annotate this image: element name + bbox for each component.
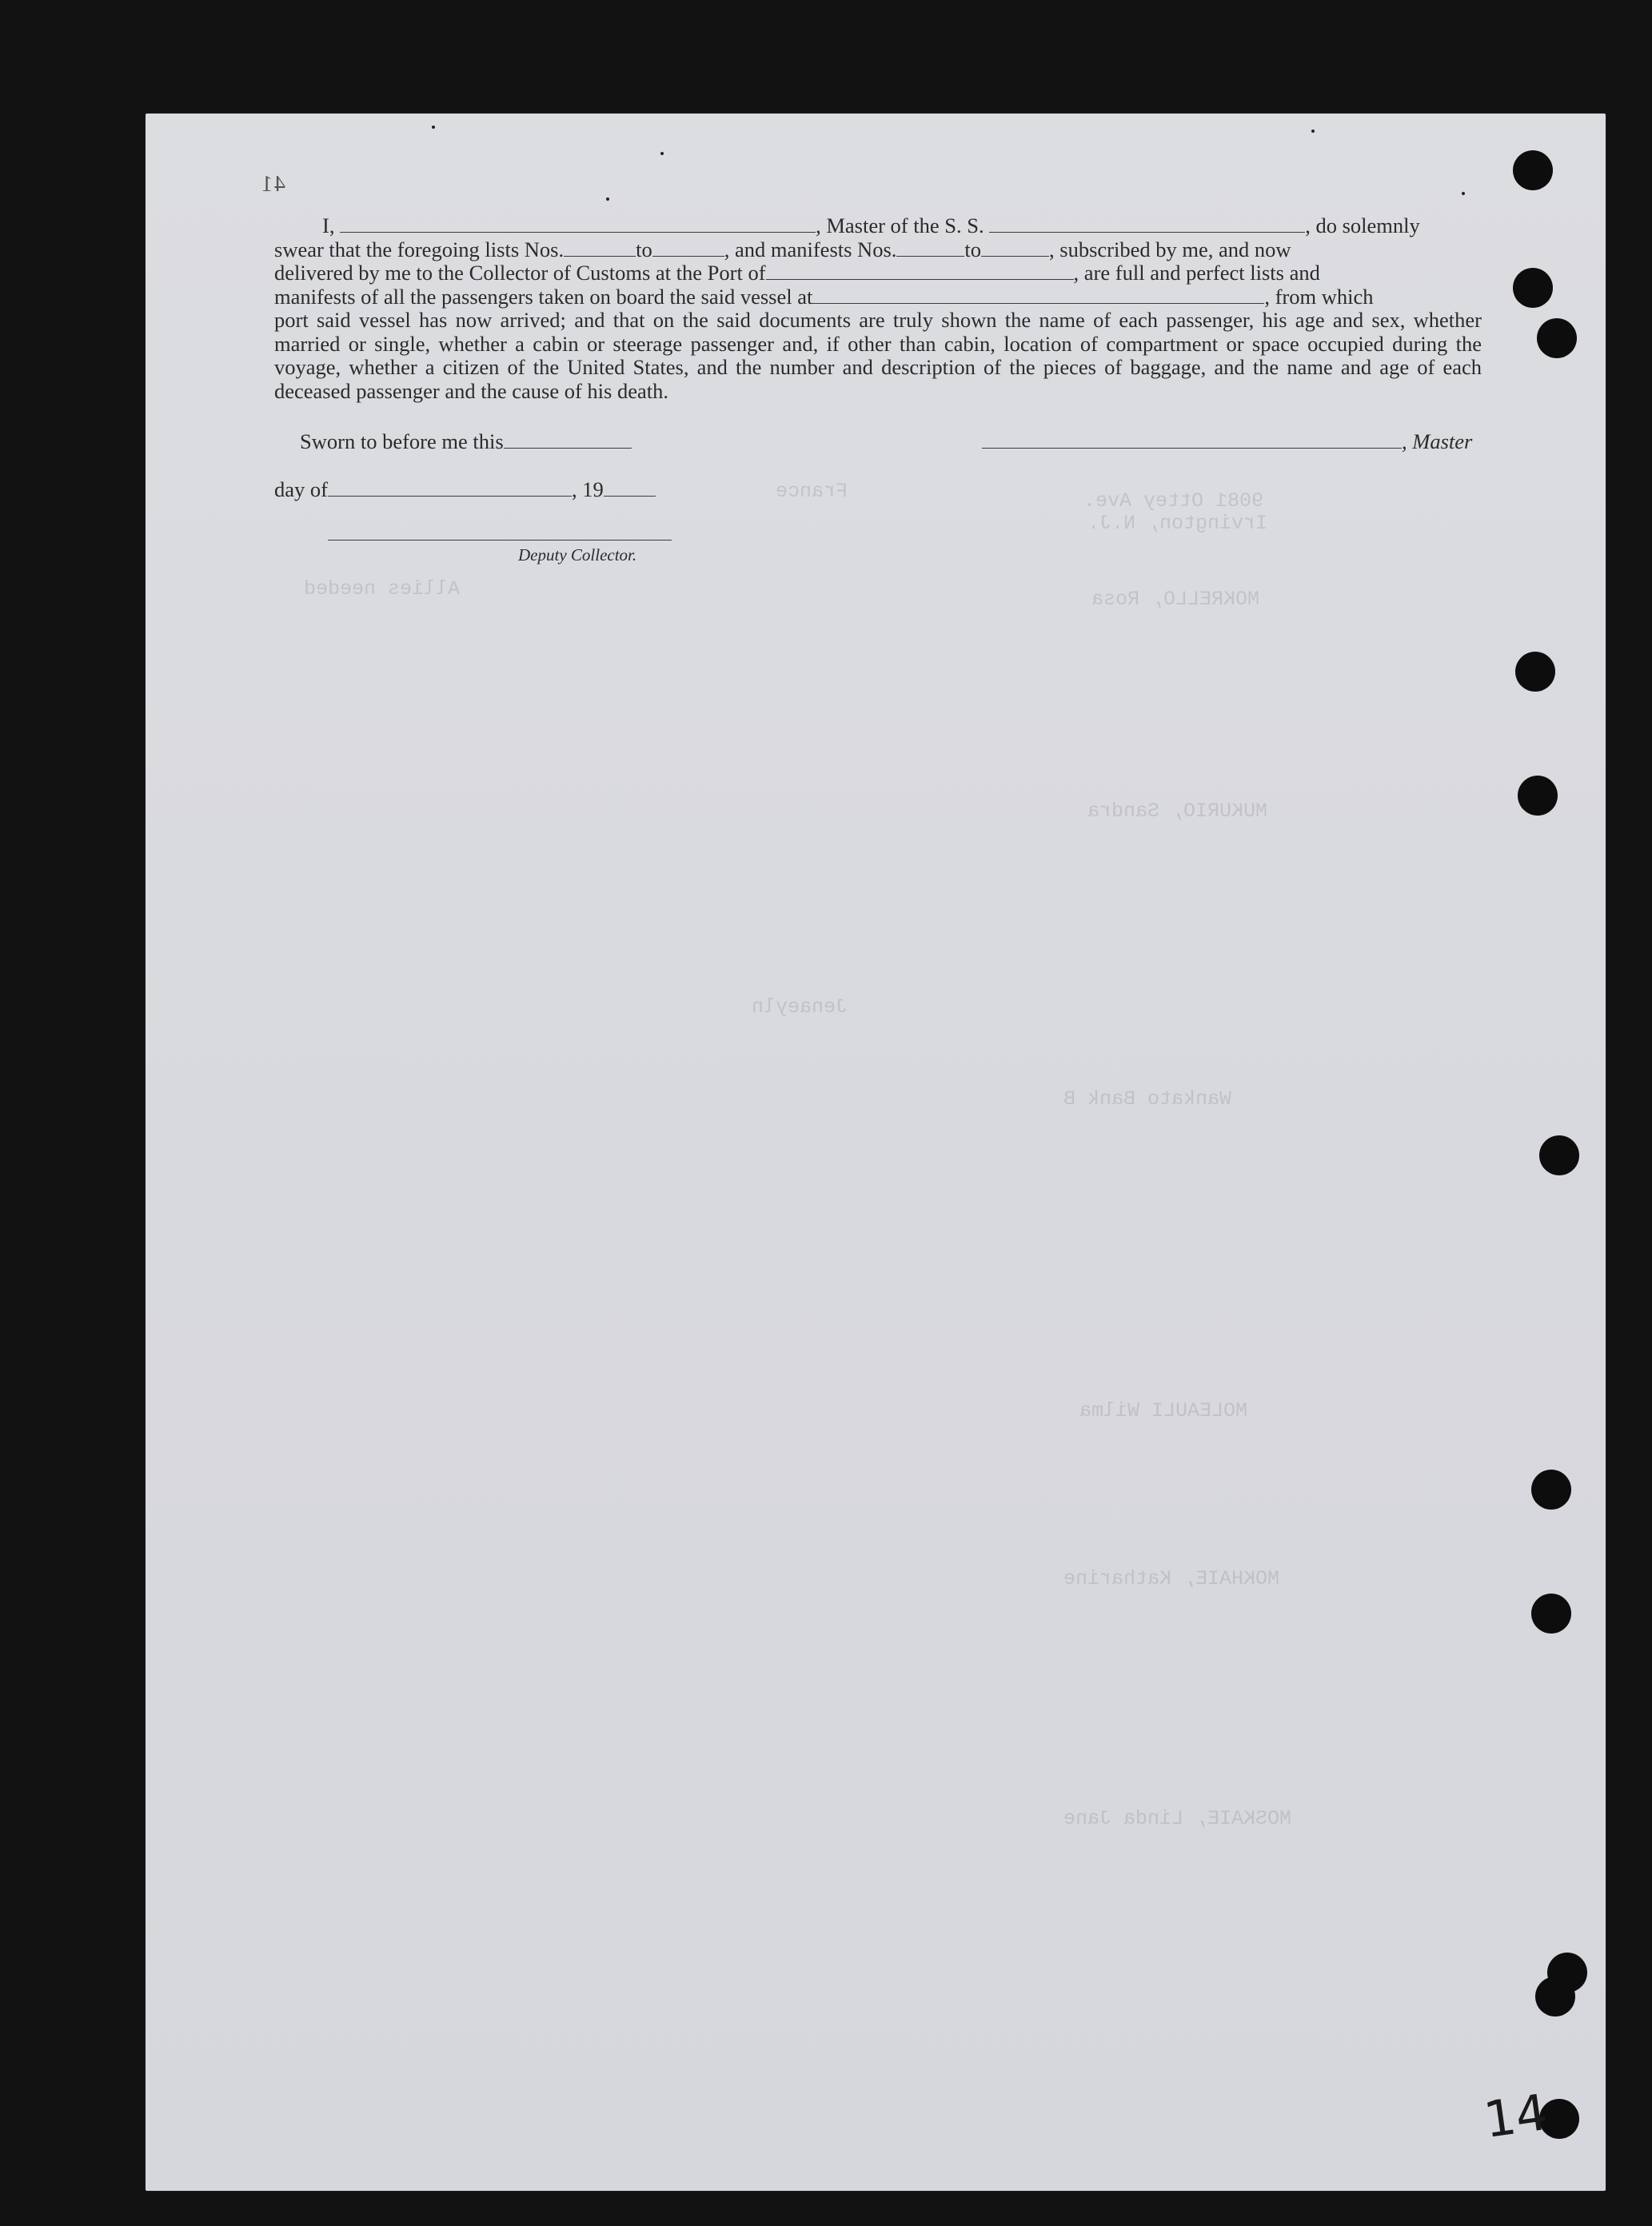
- punch-hole: [1515, 652, 1555, 692]
- day-of-label: day of: [274, 477, 328, 501]
- port-blank: [766, 261, 1074, 280]
- oath-manifests: , and manifests Nos.: [724, 237, 897, 261]
- corner-number: 41: [260, 172, 285, 197]
- oath-do-solemnly: , do solemnly: [1305, 213, 1420, 237]
- departure-port-blank: [812, 285, 1264, 304]
- oath-to-1: to: [636, 237, 652, 261]
- punch-hole: [1518, 776, 1558, 816]
- speck: [660, 152, 664, 155]
- manifest-to-blank: [981, 238, 1049, 257]
- punch-hole: [1539, 1135, 1579, 1175]
- oath-manifests-all: manifests of all the passengers taken on board the said vessel at: [274, 284, 813, 309]
- oath-rest: port said vessel has now arrived; and that on the said documents are truly shown the name of each passenger, his age and sex, whether married or single, whether a cabin or steerage passenger and, if other than cabin, location of compartment or space occupied during the voyage, whether a citizen of the United States, and the number and description of the pieces of baggage, and the name and age of each deceased passenger and the cause of his death.: [274, 308, 1482, 403]
- oath-full-perfect: , are full and perfect lists and: [1073, 261, 1320, 285]
- master-signature-blank: [982, 430, 1402, 449]
- oath-paragraph: [274, 214, 1482, 403]
- oath-subscribed: , subscribed by me, and now: [1049, 237, 1291, 261]
- punch-hole: [1537, 318, 1577, 358]
- punch-hole: [1531, 1470, 1571, 1510]
- manifest-from-blank: [896, 238, 964, 257]
- year-blank: [604, 478, 656, 497]
- master-label: , Master: [1402, 429, 1473, 453]
- folio-number: 14: [1480, 2082, 1551, 2150]
- punch-hole: [1513, 150, 1553, 190]
- oath-from-which: , from which: [1264, 284, 1374, 309]
- speck: [432, 126, 435, 129]
- sworn-line: [300, 429, 632, 454]
- manifest-page: [146, 114, 1606, 2191]
- year-prefix: , 19: [571, 477, 604, 501]
- master-name-blank: [340, 214, 816, 233]
- sworn-day-blank: [504, 430, 632, 449]
- punch-hole: [1513, 268, 1553, 308]
- deputy-signature-rule: [328, 540, 672, 541]
- speck: [1311, 130, 1315, 133]
- punch-hole: [1535, 1977, 1575, 2017]
- speck: [1462, 192, 1465, 195]
- master-signature-line: [982, 429, 1472, 454]
- punch-hole: [1531, 1594, 1571, 1634]
- month-blank: [328, 478, 572, 497]
- oath-delivered: delivered by me to the Collector of Customs at the Port of: [274, 261, 766, 285]
- deputy-collector-label: Deputy Collector.: [518, 545, 637, 564]
- list-to-blank: [652, 238, 724, 257]
- speck: [606, 197, 609, 201]
- sworn-label: Sworn to before me this: [300, 429, 504, 453]
- oath-i: I,: [322, 213, 335, 237]
- ship-name-blank: [989, 214, 1305, 233]
- oath-master-of-ss: , Master of the S. S.: [816, 213, 984, 237]
- oath-to-2: to: [964, 237, 982, 261]
- list-from-blank: [564, 238, 636, 257]
- oath-swear: swear that the foregoing lists Nos.: [274, 237, 565, 261]
- day-of-line: [274, 477, 656, 502]
